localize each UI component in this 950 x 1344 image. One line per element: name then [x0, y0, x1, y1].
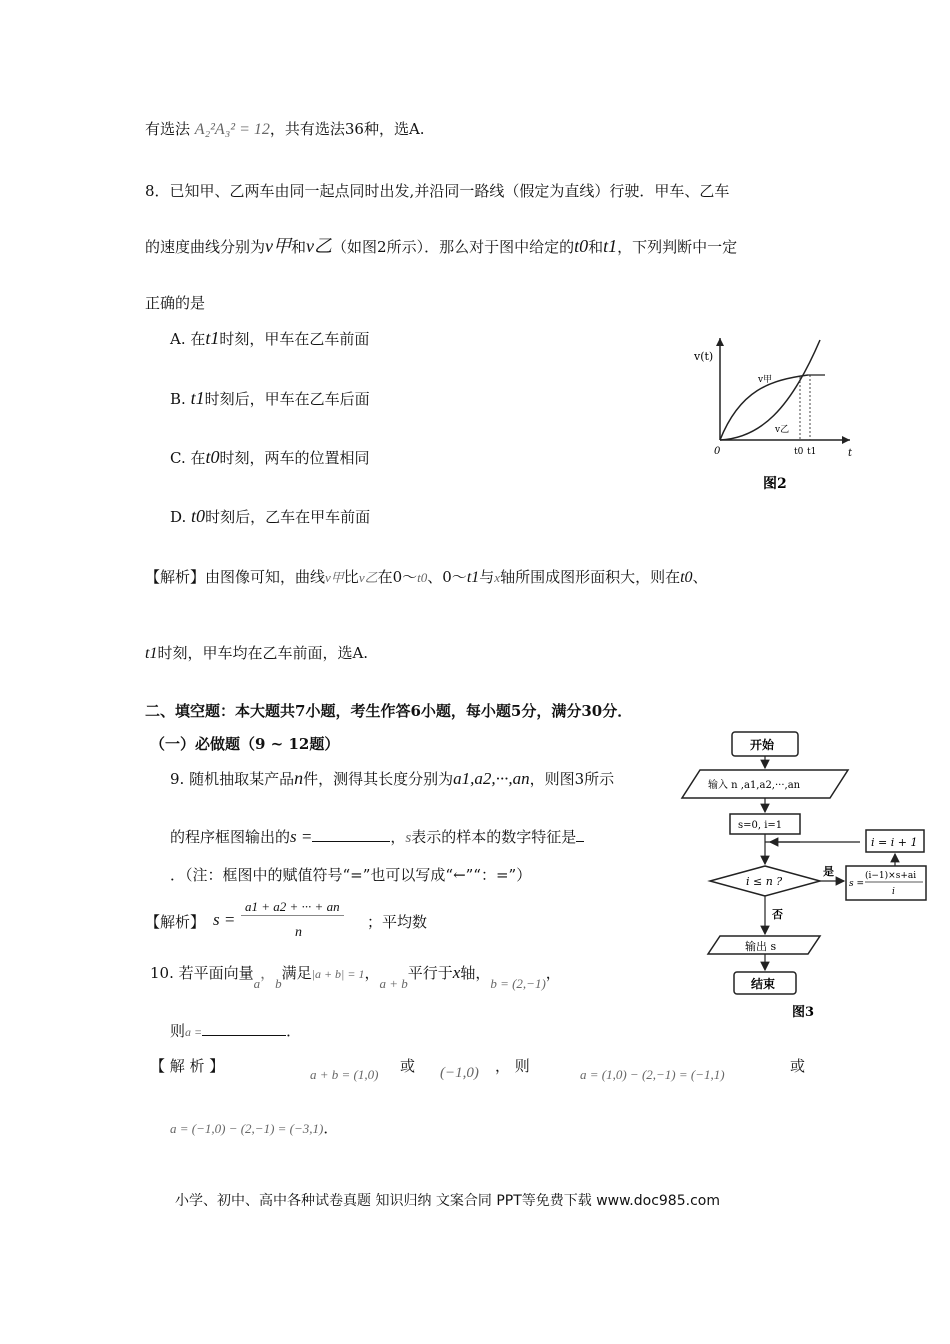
q10-end: ． — [323, 1119, 339, 1137]
figure-2-velocity-graph — [690, 330, 860, 500]
fig2-t1: t1 — [807, 447, 817, 457]
option-post: 时刻后，乙车在甲车前面 — [205, 508, 371, 526]
option-pre: 在 — [190, 449, 206, 467]
q10-period: ． — [286, 1022, 302, 1040]
q10-text: 10. 若平面向量 — [150, 964, 254, 982]
analysis-v-yi: v乙 — [358, 570, 378, 585]
q9-analysis-s: s = — [213, 910, 236, 929]
flow-end-text: 结束 — [751, 977, 776, 991]
option-post: 时刻后，甲车在乙车后面 — [204, 390, 370, 408]
t0-var: t0 — [574, 236, 589, 256]
option-label: D. — [170, 508, 187, 526]
q10-then: 则 — [170, 1022, 186, 1040]
analysis-dun: 、 — [692, 568, 708, 586]
prev-answer-formula: A₂²A₃² = 12 — [194, 121, 270, 138]
q8-text2: （如图2所示）．那么对于图中给定的 — [332, 238, 575, 256]
analysis-yu: 与 — [479, 568, 495, 586]
q9-comma: ， — [390, 828, 406, 846]
fig2-xlabel: t — [848, 448, 853, 459]
option-label: A. — [170, 330, 186, 348]
flow-output-text: 输出 s — [745, 940, 777, 953]
prev-answer-prefix: 有选法 — [145, 120, 191, 138]
q10-text4: 轴， — [460, 964, 491, 982]
fig2-curve1-label: v甲 — [758, 375, 773, 385]
q8-analysis-line1 — [145, 566, 708, 587]
q8-he2: 和 — [588, 238, 604, 256]
analysis-rest: 轴所围成图形面积大，则在 — [500, 568, 681, 586]
option-label: C. — [170, 449, 186, 467]
fig2-ylabel: v(t) — [694, 350, 714, 363]
q9-analysis-label: 【解析】 — [145, 913, 206, 931]
flow-caption: 图3 — [792, 1005, 815, 1020]
figure-3-flowchart — [680, 728, 930, 1023]
flow-calc-s: s = — [849, 879, 865, 889]
analysis-x: x — [494, 570, 501, 585]
q10-text2: 满足 — [281, 964, 312, 982]
q10-comma: ， — [364, 964, 380, 982]
q10-a: a — [253, 976, 261, 991]
flow-calc-denominator: i — [892, 887, 895, 897]
q8-text3: ，下列判断中一定 — [617, 238, 738, 256]
t1-var: t1 — [603, 236, 618, 256]
q9-seq: a1,a2,···,an — [453, 769, 530, 788]
option-var: t0 — [205, 447, 220, 467]
q10-sol3: a = (1,0) − (2,−1) = (−1,1) — [580, 1067, 725, 1082]
fig2-curve2-label: v乙 — [775, 425, 790, 435]
option-var: t0 — [191, 506, 206, 526]
page-footer: 小学、初中、高中各种试卷真题 知识归纳 文案合同 PPT等免费下载 www.doc985.com — [175, 1193, 720, 1209]
flow-yes-label: 是 — [823, 865, 834, 878]
q10-answer-blank[interactable] — [202, 1021, 286, 1036]
analysis-sep: 、0～ — [427, 568, 467, 586]
analysis-zai: 在0～ — [377, 568, 418, 586]
q10-or1: 或 — [400, 1057, 416, 1075]
flow-init-text: s=0, i=1 — [738, 820, 783, 831]
q9-analysis-numerator: a1 + a2 + ··· + an — [241, 899, 344, 916]
q9-analysis-denominator: n — [295, 925, 302, 940]
q9-analysis-rest: ；平均数 — [367, 913, 428, 931]
q9-stem-line1 — [170, 768, 614, 789]
q9-answer-blank2[interactable] — [576, 827, 584, 842]
option-var: t1 — [190, 388, 205, 408]
option-var: t1 — [205, 328, 220, 348]
option-post: 时刻，甲车在乙车前面 — [219, 330, 370, 348]
q8-he: 和 — [291, 238, 307, 256]
analysis-t1: t1 — [466, 569, 480, 586]
q8-option-a — [170, 328, 369, 349]
q9-text: 9. 随机抽取某产品 — [170, 770, 295, 788]
q9-line2-text2: 表示的样本的数字特征是 — [411, 828, 577, 846]
fig2-caption: 图2 — [763, 476, 787, 492]
q8-option-b — [170, 388, 370, 409]
section2-subheading: （一）必做题（9 ~ 12题） — [150, 735, 340, 753]
option-pre: 在 — [190, 330, 206, 348]
prev-answer-suffix: ，共有选法36种，选A. — [269, 120, 425, 138]
q10-cond: |a + b| = 1 — [311, 967, 365, 981]
q8-option-d — [170, 506, 370, 527]
analysis-t0: t0 — [417, 570, 428, 585]
v-jia: v甲 — [265, 236, 292, 256]
flow-input-text: 输入 n ,a1,a2,···,an — [708, 780, 801, 791]
q9-text2: 件，测得其长度分别为 — [303, 770, 454, 788]
q8-stem-line3: 正确的是 — [145, 294, 206, 312]
option-post: 时刻，两车的位置相同 — [219, 449, 370, 467]
fig2-origin: 0 — [714, 446, 721, 457]
q8-analysis-line2 — [145, 642, 368, 663]
q9-answer-blank[interactable] — [312, 827, 390, 842]
q10-stem-line1: 10. 若平面向量a，b满足|a + b| = 1，a + b平行于x轴，b = (2,−1)， — [150, 963, 561, 991]
q10-analysis-label: 【 解 析 】 — [150, 1057, 225, 1075]
q9-s-eq: s = — [290, 827, 313, 846]
q9-n: n — [294, 768, 304, 788]
q10-analysis-line2 — [170, 1117, 338, 1138]
flow-no-label: 否 — [772, 908, 783, 921]
q8-text: 的速度曲线分别为 — [145, 238, 266, 256]
q10-sol1: a + b = (1,0) — [310, 1067, 379, 1082]
q9-s: s — [405, 830, 412, 846]
q10-x: x — [452, 963, 461, 982]
q10-or2: 或 — [790, 1057, 806, 1075]
q10-then2: ， 则 — [495, 1057, 530, 1075]
q10-b-val: b = (2,−1) — [490, 976, 546, 991]
section2-heading: 二、填空题：本大题共7小题，考生作答6小题，每小题5分，满分30分． — [145, 702, 633, 720]
q10-text3: 平行于 — [407, 964, 453, 982]
q10-sol2: (−1,0) — [440, 1065, 479, 1081]
q8-stem-line1: 8．已知甲、乙两车由同一起点同时出发,并沿同一路线（假定为直线）行驶．甲车、乙车 — [145, 182, 730, 200]
analysis-t0b: t0 — [680, 569, 693, 586]
q9-line2-text: 的程序框图输出的 — [170, 828, 291, 846]
q10-ab: a + b — [379, 976, 408, 991]
q10-sol4: a = (−1,0) − (2,−1) = (−3,1) — [170, 1121, 324, 1136]
analysis-line2-text: 时刻，甲车均在乙车前面，选A. — [157, 644, 369, 662]
flow-calc-numerator: (i−1)×s+ai — [865, 871, 917, 881]
analysis-t1b: t1 — [145, 645, 158, 662]
flow-start-text: 开始 — [750, 738, 775, 752]
q10-a-eq: a = — [185, 1025, 203, 1039]
q10-stem-line2 — [170, 1020, 301, 1041]
fig2-t0: t0 — [794, 447, 804, 457]
option-label: B. — [170, 390, 186, 408]
q10-analysis-line1 — [150, 1055, 810, 1095]
v-yi: v乙 — [306, 236, 333, 256]
q9-stem-line2 — [170, 826, 584, 847]
flow-increment-text: i = i + 1 — [871, 836, 918, 849]
q9-note: ．（注：框图中的赋值符号“=”也可以写成“←”“：=”） — [170, 866, 532, 884]
analysis-bi: 比 — [343, 568, 359, 586]
q10-comma2: ， — [545, 964, 561, 982]
analysis-text: 【解析】由图像可知，曲线 — [145, 568, 326, 586]
flow-condition-text: i ≤ n ? — [746, 875, 783, 888]
q9-text3: ，则图3所示 — [529, 770, 615, 788]
analysis-v-jia: v甲 — [325, 570, 344, 585]
prev-answer — [145, 118, 425, 139]
q10-b: b — [275, 976, 282, 991]
q8-option-c — [170, 447, 370, 468]
q8-stem-line2 — [145, 232, 737, 258]
